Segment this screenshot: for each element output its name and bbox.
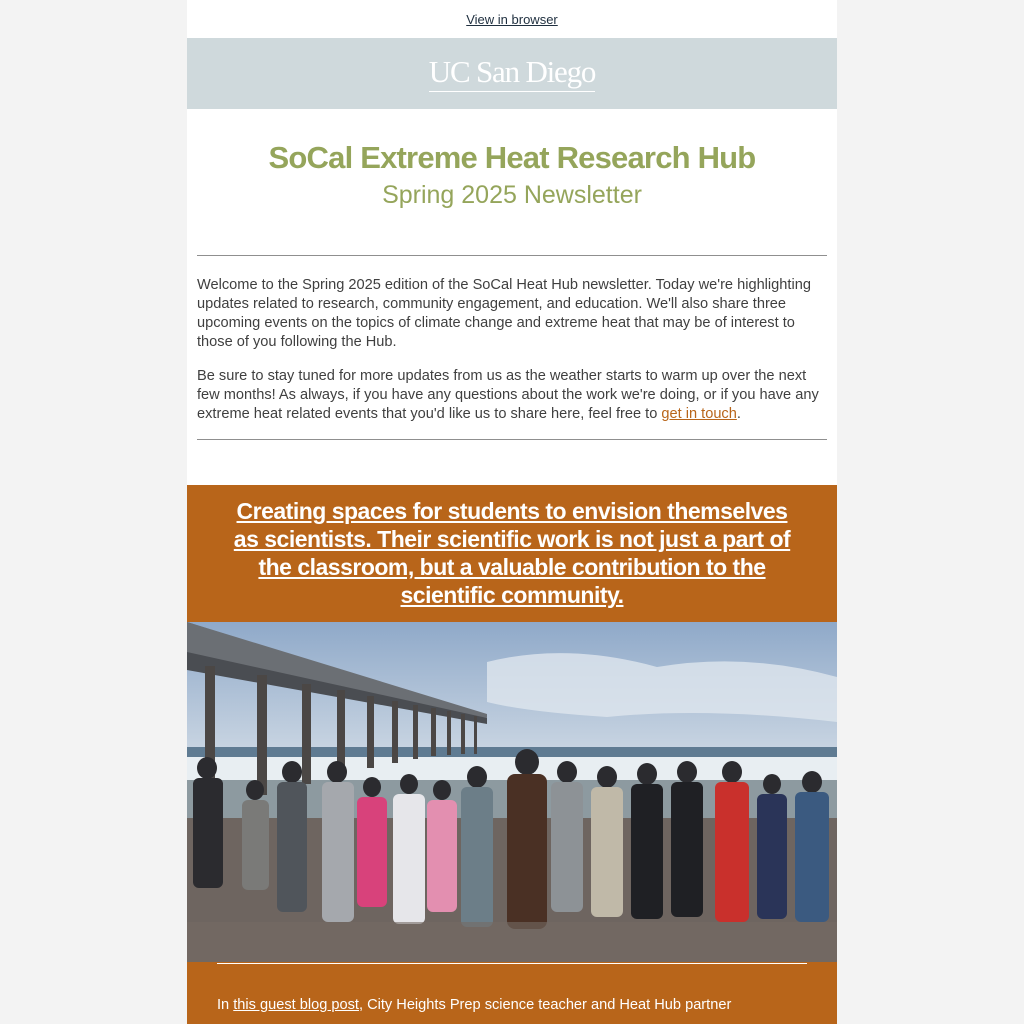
title-block bbox=[187, 109, 837, 210]
uc-san-diego-logo[interactable]: UC San Diego bbox=[429, 54, 595, 92]
page-subtitle: Spring 2025 Newsletter bbox=[382, 181, 642, 209]
intro-paragraph-2 bbox=[197, 367, 827, 424]
divider bbox=[197, 439, 827, 440]
view-in-browser-link[interactable]: View in browser bbox=[466, 11, 558, 27]
feature-headline-link[interactable]: Creating spaces for students to envision themselves as scientists. Their scientific work is not just a part of the classroom, but a valuable contribution to the scientific community. bbox=[233, 498, 791, 608]
photo-divider bbox=[217, 963, 807, 964]
feature-body-rest: , City Heights Prep science teacher and Heat Hub partner bbox=[358, 997, 732, 1013]
feature-body-text bbox=[217, 996, 807, 1015]
logo-banner bbox=[187, 38, 837, 109]
page-title: SoCal Extreme Heat Research Hub bbox=[268, 140, 756, 175]
students-beach-photo[interactable] bbox=[187, 622, 837, 962]
intro-paragraph-2-end: . bbox=[736, 406, 741, 422]
view-in-browser-bar bbox=[187, 0, 837, 38]
intro-paragraph-1: Welcome to the Spring 2025 edition of the SoCal Heat Hub newsletter. Today we're highlighting updates related to research, community engagement, and education. We'll also share three upcoming events on the topics of climate change and extreme heat that may be of interest to those of you following the Hub. bbox=[197, 277, 811, 350]
feature-story bbox=[187, 485, 837, 1024]
intro-paragraph-2-text: Be sure to stay tuned for more updates from us as the weather starts to warm up over the next few months! As always, if you have any questions about the work we're doing, or if you have any extreme heat related events that you'd like us to share here, feel free to bbox=[197, 368, 819, 422]
guest-blog-post-link[interactable]: this guest blog post bbox=[233, 997, 359, 1013]
intro-section bbox=[187, 256, 837, 424]
feature-body-start: In bbox=[217, 997, 234, 1013]
students-beach-photo-illustration bbox=[187, 622, 837, 962]
newsletter-email bbox=[187, 0, 837, 1024]
get-in-touch-link[interactable]: get in touch bbox=[661, 406, 737, 422]
